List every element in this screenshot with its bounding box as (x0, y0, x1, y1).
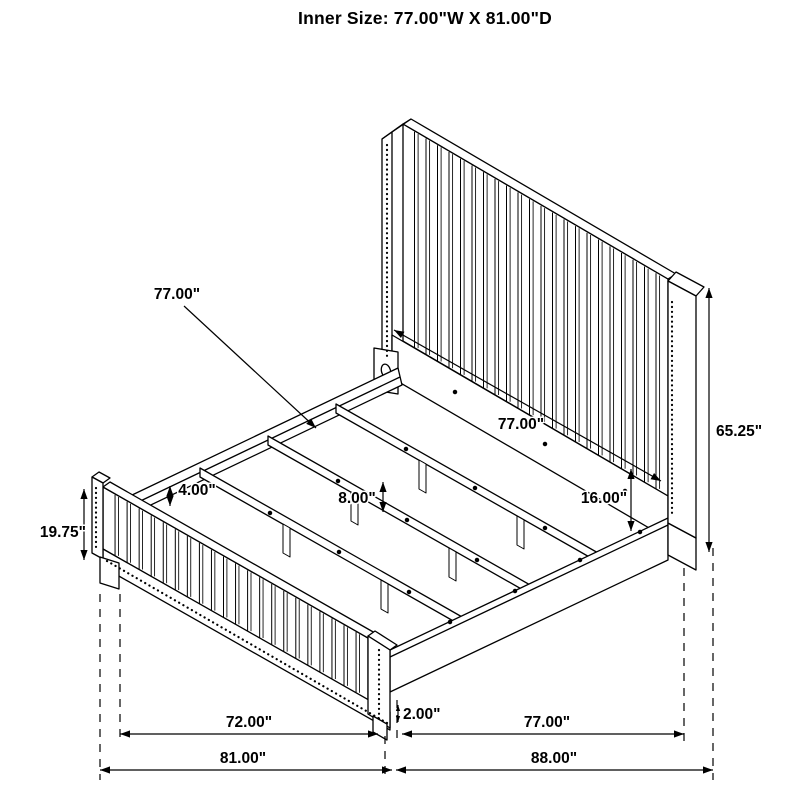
page-title: Inner Size: 77.00"W X 81.00"D (298, 8, 552, 28)
dim-slat-length-leader: 77.00" (153, 286, 201, 303)
dim-footboard-height: 19.75" (39, 524, 86, 541)
dim-footboard-overall-width: 81.00" (219, 750, 267, 767)
dim-slat-leg-height: 8.00" (338, 490, 376, 507)
dim-footboard-leg-height: 2.00" (403, 706, 441, 723)
dim-slat-rail-height: 4.00" (178, 482, 216, 499)
headboard-right-wing (668, 272, 704, 570)
dim-overall-depth: 88.00" (530, 750, 578, 767)
dim-footboard-inner-width: 72.00" (225, 714, 273, 731)
dim-headboard-height: 65.25" (716, 423, 763, 440)
dim-side-rail-inner-length: 77.00" (523, 714, 571, 731)
dim-side-rail-height: 16.00" (580, 490, 628, 507)
dim-headboard-inner-width: 77.00" (497, 416, 545, 433)
